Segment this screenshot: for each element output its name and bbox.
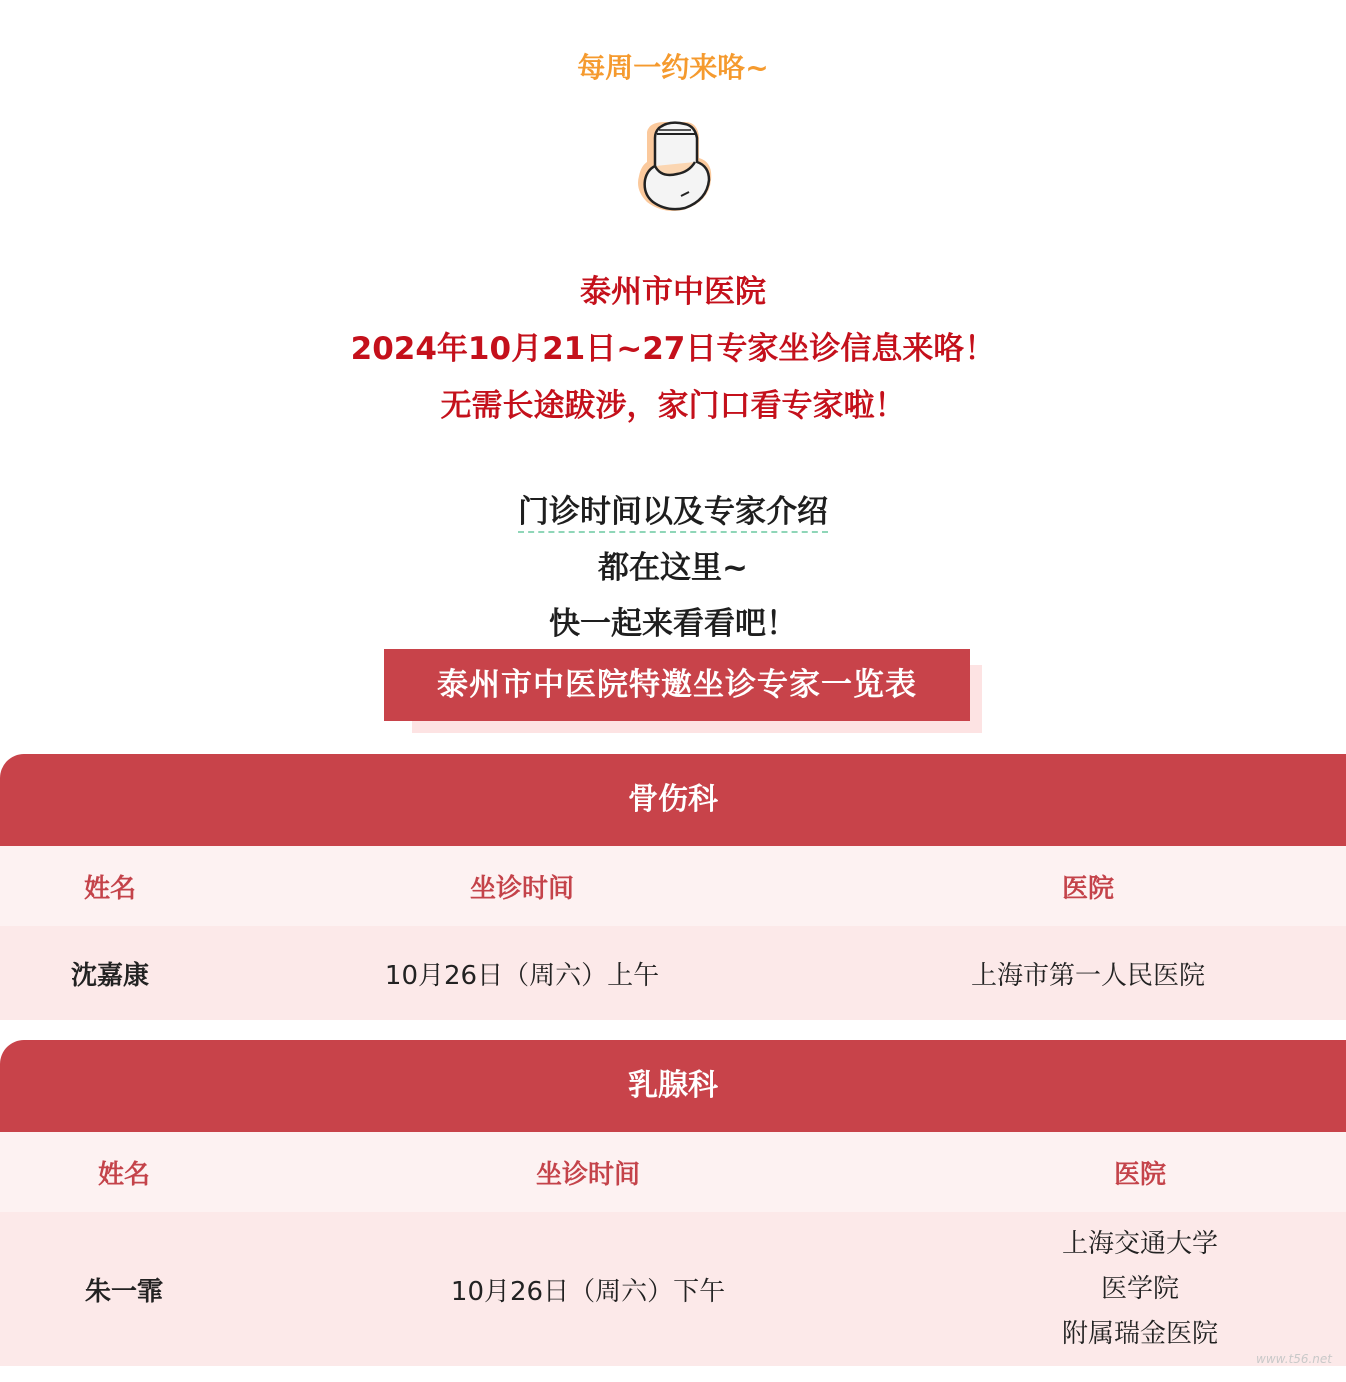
column-header-name: 姓名	[97, 1159, 150, 1190]
clinic-time: 10月26日（周六）上午	[384, 960, 660, 991]
doctor-name: 沈嘉康	[70, 960, 149, 991]
hospital-name-line-3: 附属瑞金医院	[1061, 1318, 1218, 1349]
announcement-titles	[0, 264, 1346, 435]
column-header-hospital: 医院	[1113, 1159, 1166, 1190]
tagline: 每周一约来咯~	[577, 51, 769, 84]
date-headline: 2024年10月21日~27日专家坐诊信息来咯！	[350, 331, 996, 367]
hospital-name-line-2: 医学院	[1100, 1273, 1179, 1304]
hospital-name: 上海市第一人民医院	[970, 960, 1205, 991]
column-header-hospital: 医院	[1061, 873, 1114, 904]
column-header-time: 坐诊时间	[535, 1159, 640, 1190]
intro-text	[0, 484, 1346, 652]
table-row	[0, 926, 1346, 1020]
table-row	[0, 1212, 1346, 1366]
column-header-name: 姓名	[83, 873, 136, 904]
intro-line-3: 快一起来看看吧！	[549, 606, 797, 642]
doctor-name: 朱一霏	[84, 1276, 163, 1307]
intro-line-1: 门诊时间以及专家介绍	[518, 494, 828, 533]
hospital-name-line-1: 上海交通大学	[1061, 1228, 1218, 1259]
clinic-time: 10月26日（周六）下午	[450, 1276, 726, 1307]
column-header-time: 坐诊时间	[469, 873, 574, 904]
section-banner: 泰州市中医院特邀坐诊专家一览表	[384, 649, 970, 721]
hospital-name	[940, 1212, 1340, 1366]
intro-line-2: 都在这里~	[598, 550, 748, 586]
watermark: www.t56.net	[1256, 1352, 1332, 1366]
table-header-row	[0, 846, 1346, 926]
hospital-title: 泰州市中医院	[580, 274, 766, 310]
slogan: 无需长途跋涉，家门口看专家啦！	[440, 388, 906, 424]
mascot-illustration-icon	[625, 118, 725, 218]
department-header: 乳腺科	[0, 1040, 1346, 1132]
department-header: 骨伤科	[0, 754, 1346, 846]
table-header-row	[0, 1132, 1346, 1212]
